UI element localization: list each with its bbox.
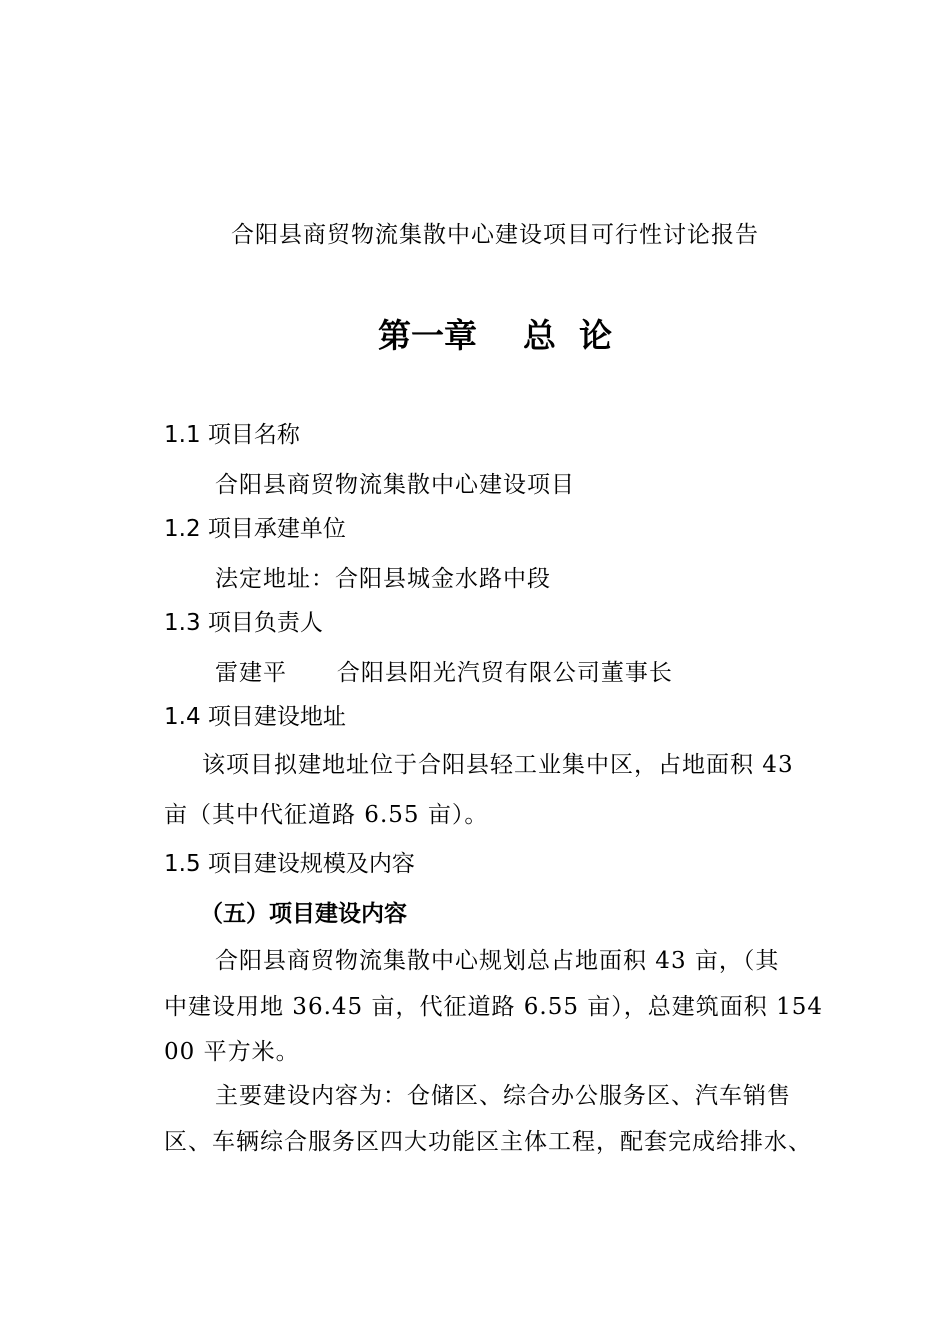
- content-paragraph-line-1: 主要建设内容为：仓储区、综合办公服务区、汽车销售: [215, 1083, 791, 1109]
- chapter-title: 第一章 总 论: [378, 316, 612, 355]
- section-heading-1-5: 1.5 项目建设规模及内容: [164, 851, 415, 877]
- subsection-heading-5: （五）项目建设内容: [200, 901, 407, 927]
- content-paragraph-line-2: 区、车辆综合服务区四大功能区主体工程，配套完成给排水、: [164, 1129, 812, 1155]
- scope-paragraph-line-2: 中建设用地 36.45 亩，代征道路 6.55 亩），总建筑面积 154: [164, 994, 824, 1020]
- section-heading-1-1: 1.1 项目名称: [164, 422, 300, 448]
- project-name-text: 合阳县商贸物流集散中心建设项目: [215, 472, 575, 498]
- legal-address-text: 法定地址：合阳县城金水路中段: [215, 566, 551, 592]
- site-address-line-2: 亩（其中代征道路 6.55 亩）。: [164, 802, 489, 828]
- section-heading-1-2: 1.2 项目承建单位: [164, 516, 346, 542]
- section-heading-1-4: 1.4 项目建设地址: [164, 704, 346, 730]
- document-title: 合阳县商贸物流集散中心建设项目可行性讨论报告: [231, 222, 759, 248]
- project-leader-text: 雷建平 合阳县阳光汽贸有限公司董事长: [215, 660, 673, 686]
- scope-paragraph-line-1: 合阳县商贸物流集散中心规划总占地面积 43 亩，（其: [215, 948, 780, 974]
- scope-paragraph-line-3: 00 平方米。: [164, 1039, 300, 1065]
- section-heading-1-3: 1.3 项目负责人: [164, 610, 323, 636]
- site-address-line-1: 该项目拟建地址位于合阳县轻工业集中区，占地面积 43: [202, 752, 794, 778]
